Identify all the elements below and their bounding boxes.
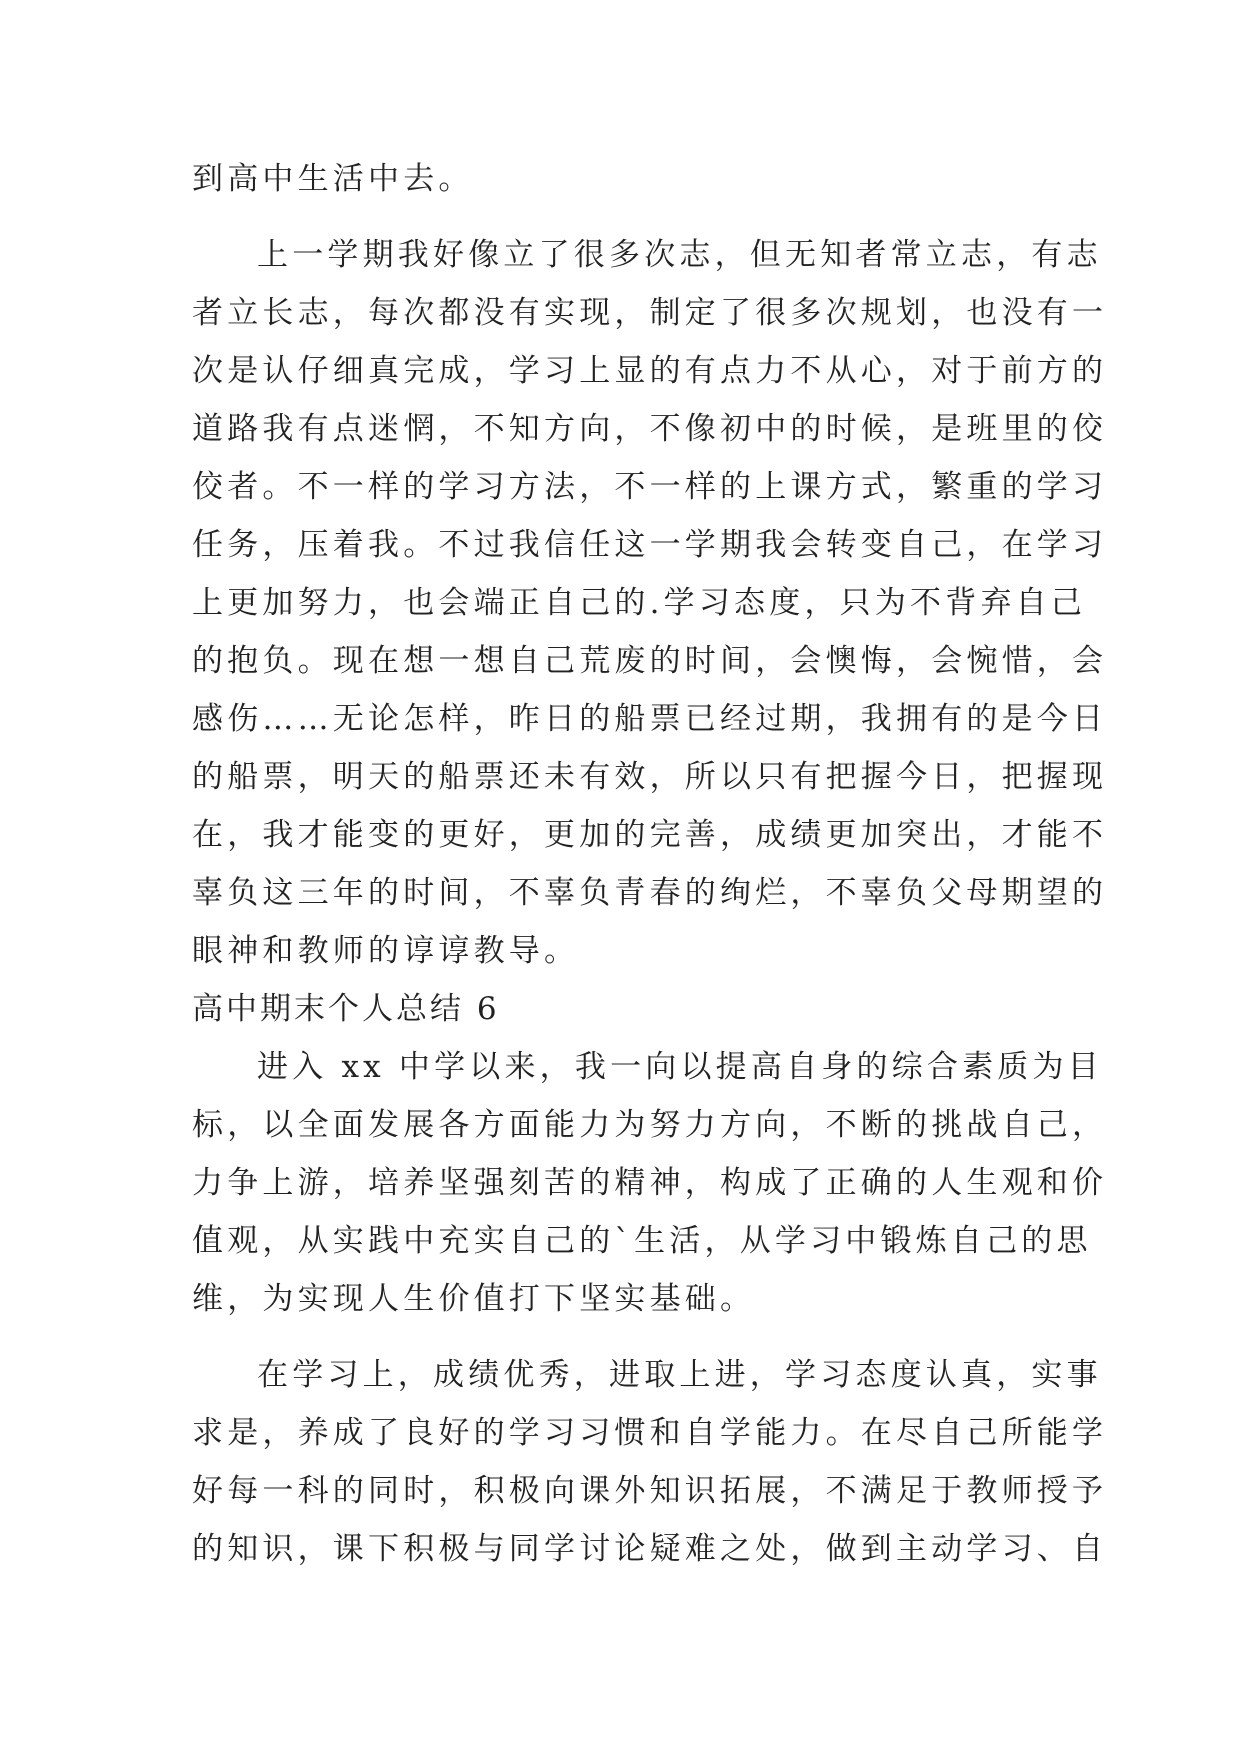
paragraph-reflection [192,226,1108,980]
text-line: 到高中生活中去。 [192,161,474,197]
text-line: 力争上游，培养坚强刻苦的精神，构成了正确的人生观和价 [192,1165,1108,1201]
section-heading [192,980,1062,1038]
paragraph-gap [192,1328,1062,1346]
text-line: 维，为实现人生价值打下坚实基础。 [192,1281,756,1317]
text-line: 标，以全面发展各方面能力为努力方向，不断的挑战自己， [192,1107,1108,1143]
text-line: 次是认仔细真完成，学习上显的有点力不从心，对于前方的 [192,353,1108,389]
text-line: 求是，养成了良好的学习习惯和自学能力。在尽自己所能学 [192,1415,1108,1451]
paragraph-continued [192,150,1062,208]
text-line: 的知识，课下积极与同学讨论疑难之处，做到主动学习、自 [192,1531,1108,1567]
heading-text: 高中期末个人总结 6 [192,991,500,1027]
paragraph-intro [192,1038,1108,1328]
document-body [192,150,1108,1578]
text-line: 者立长志，每次都没有实现，制定了很多次规划，也没有一 [192,295,1108,331]
text-line: 任务，压着我。不过我信任这一学期我会转变自己，在学习 [192,527,1108,563]
text-line: 辜负这三年的时间，不辜负青春的绚烂，不辜负父母期望的 [192,875,1108,911]
text-line: 进入 xx 中学以来，我一向以提高自身的综合素质为目 [257,1049,1103,1085]
text-line: 好每一科的同时，积极向课外知识拓展，不满足于教师授予 [192,1473,1108,1509]
text-line: 在，我才能变的更好，更加的完善，成绩更加突出，才能不 [192,817,1108,853]
text-line: 上更加努力，也会端正自己的.学习态度，只为不背弃自己 [192,585,1087,621]
paragraph-gap [192,208,1062,226]
paragraph-study [192,1346,1108,1578]
text-line: 的船票，明天的船票还未有效，所以只有把握今日，把握现 [192,759,1108,795]
text-line: 上一学期我好像立了很多次志，但无知者常立志，有志 [257,237,1102,273]
text-line: 值观，从实践中充实自己的`生活，从学习中锻炼自己的思 [192,1223,1092,1259]
text-line: 感伤……无论怎样，昨日的船票已经过期，我拥有的是今日 [192,701,1108,737]
text-line: 佼者。不一样的学习方法，不一样的上课方式，繁重的学习 [192,469,1108,505]
text-line: 在学习上，成绩优秀，进取上进，学习态度认真，实事 [257,1357,1102,1393]
text-line: 道路我有点迷惘，不知方向，不像初中的时候，是班里的佼 [192,411,1108,447]
text-line: 的抱负。现在想一想自己荒废的时间，会懊悔，会惋惜，会 [192,643,1108,679]
text-line: 眼神和教师的谆谆教导。 [192,933,580,969]
